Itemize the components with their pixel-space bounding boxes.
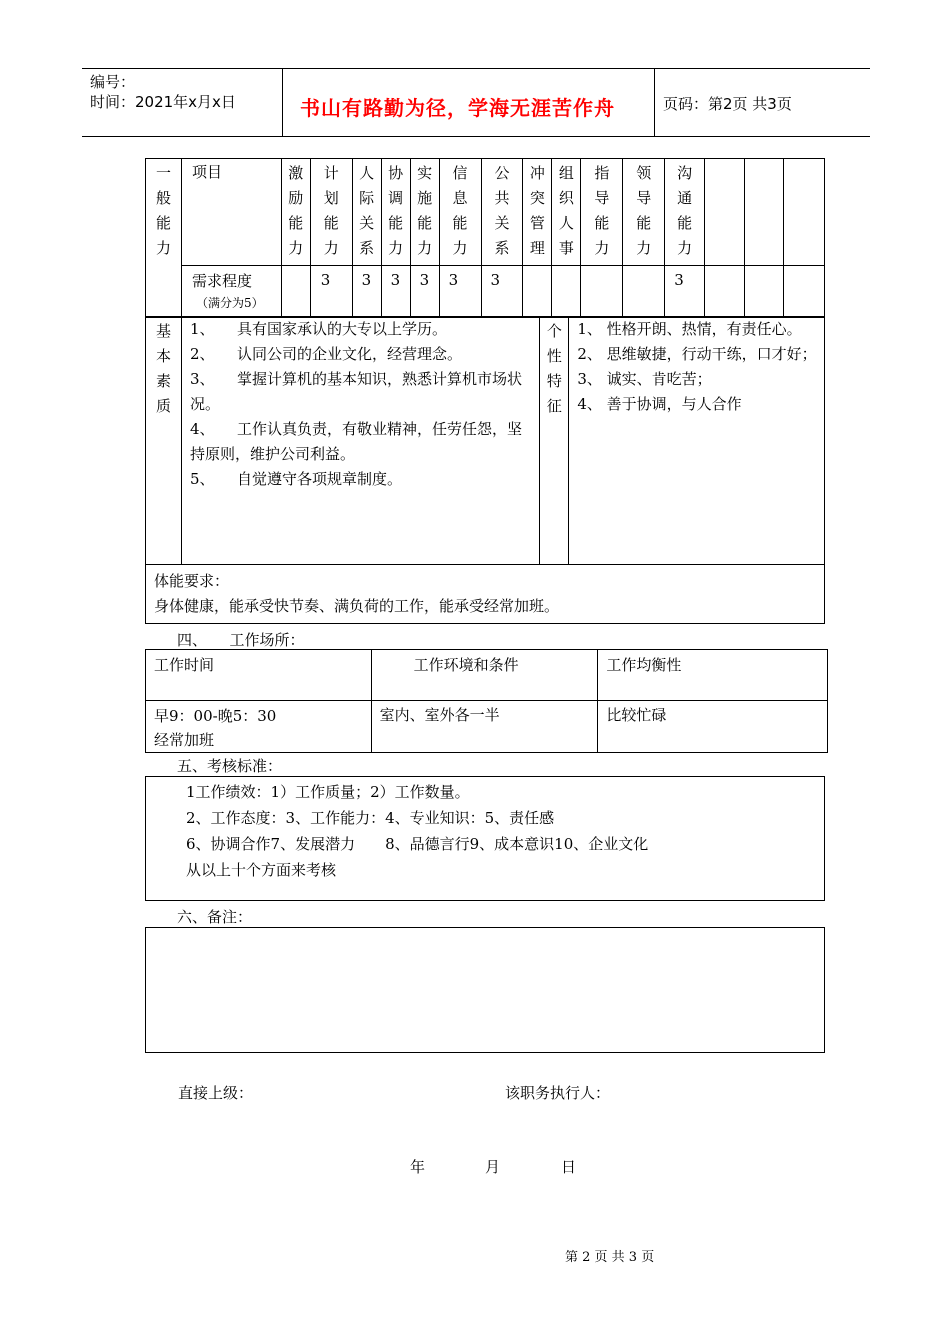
assessment-line: 1工作绩效：1）工作质量；2）工作数量。: [186, 783, 470, 801]
ability-col-11: 领 导 能 力: [623, 159, 665, 266]
workplace-balance: 比较忙碌: [598, 701, 828, 753]
ability-col-empty: [783, 159, 824, 266]
demand-label: 需求程度: [191, 272, 252, 290]
assessment-line: 6、协调合作7、发展潜力 8、品德言行9、成本意识10、企业文化: [186, 835, 649, 853]
physical-text: 身体健康，能承受快节奏、满负荷的工作，能承受经常加班。: [154, 597, 560, 615]
assessment-section-title: 五、考核标准：: [177, 757, 283, 775]
quality-table: [145, 316, 825, 624]
header-top-rule: [82, 68, 870, 69]
ability-col-empty: [705, 159, 745, 266]
quality-item: 4、 工作认真负责，有敬业精神，任劳任怨，坚持原则，维护公司利益。: [189, 420, 522, 463]
header-motto: 书山有路勤为径，学海无涯苦作舟: [300, 96, 615, 120]
workplace-environment: 室内、室外各一半: [371, 701, 598, 753]
ability-row-label: 一 般 能 力: [146, 159, 182, 318]
ability-col-10: 指 导 能 力: [581, 159, 623, 266]
assessment-content: [146, 777, 825, 901]
workplace-header-balance: 工作均衡性: [598, 650, 828, 701]
ability-col-5: 实 施 能 力: [410, 159, 439, 266]
item-label: 项目: [181, 159, 281, 266]
workplace-time-line2: 经常加班: [154, 731, 215, 749]
remarks-box: [146, 928, 825, 1053]
quality-item: 1、 具有国家承认的大专以上学历。: [189, 320, 447, 338]
demand-value: [705, 266, 745, 318]
footer-page-number: 第 2 页 共 3 页: [565, 1250, 655, 1265]
demand-value: [745, 266, 784, 318]
ability-col-7: 公 共 关 系: [481, 159, 523, 266]
workplace-table: [145, 649, 828, 753]
ability-col-1: 激 励 能 力: [281, 159, 310, 266]
header-left: [90, 72, 236, 112]
quality-item: 5、 自觉遵守各项规章制度。: [189, 470, 402, 488]
workplace-time: [146, 701, 372, 753]
supervisor-label: 直接上级：: [178, 1084, 254, 1102]
ability-col-8: 冲 突 管 理: [523, 159, 552, 266]
ability-col-empty: [745, 159, 784, 266]
ability-col-6: 信 息 能 力: [439, 159, 481, 266]
executor-label: 该职务执行人：: [505, 1084, 611, 1102]
demand-value: [783, 266, 824, 318]
quality-list: [181, 317, 539, 565]
quality-item: 3、 掌握计算机的基本知识，熟悉计算机市场状况。: [189, 370, 522, 413]
trait-label: 个 性 特 征: [540, 317, 569, 565]
demand-value: 3: [481, 266, 523, 318]
assessment-table: [145, 776, 825, 901]
demand-value: [581, 266, 623, 318]
date-year: 年: [410, 1158, 426, 1176]
header-divider: [282, 68, 283, 136]
demand-value: 3: [410, 266, 439, 318]
demand-value: [523, 266, 552, 318]
ability-col-2: 计 划 能 力: [310, 159, 352, 266]
demand-value: 3: [439, 266, 481, 318]
document-date: 时间：2021年x月x日: [90, 93, 236, 111]
ability-col-3: 人 际 关 系: [352, 159, 381, 266]
demand-label-cell: [181, 266, 281, 318]
physical-title: 体能要求：: [154, 572, 230, 590]
header-divider: [654, 68, 655, 136]
ability-col-4: 协 调 能 力: [381, 159, 410, 266]
workplace-header-environment: 工作环境和条件: [371, 650, 598, 701]
trait-item: 4、 善于协调，与人合作: [577, 395, 742, 413]
demand-value: 3: [665, 266, 705, 318]
trait-item: 3、 诚实、肯吃苦；: [577, 370, 712, 388]
date-month: 月: [485, 1158, 501, 1176]
quality-item: 2、 认同公司的企业文化，经营理念。: [189, 345, 462, 363]
document-number-label: 编号：: [90, 73, 136, 91]
demand-value: [552, 266, 581, 318]
assessment-line: 从以上十个方面来考核: [186, 861, 337, 879]
workplace-header-time: 工作时间: [146, 650, 372, 701]
ability-col-12: 沟 通 能 力: [665, 159, 705, 266]
workplace-time-line1: 早9：00-晚5：30: [154, 707, 277, 725]
demand-value: 3: [381, 266, 410, 318]
quality-label: 基 本 素 质: [146, 317, 182, 565]
remarks-table: [145, 927, 825, 1053]
demand-value: 3: [310, 266, 352, 318]
remarks-section-title: 六、备注：: [177, 908, 253, 926]
ability-table: [145, 158, 825, 318]
demand-note: （满分为5）: [195, 296, 264, 310]
ability-col-9: 组 织 人 事: [552, 159, 581, 266]
demand-value: [623, 266, 665, 318]
header-bottom-rule: [82, 136, 870, 137]
demand-value: 3: [352, 266, 381, 318]
workplace-section-title: 四、 工作场所：: [177, 631, 305, 649]
trait-item: 1、 性格开朗、热情，有责任心。: [577, 320, 802, 338]
physical-requirement: [146, 565, 825, 624]
trait-list: [569, 317, 825, 565]
demand-value: [281, 266, 310, 318]
assessment-line: 2、工作态度：3、工作能力：4、专业知识：5、责任感: [186, 809, 555, 827]
trait-item: 2、 思维敏捷，行动干练，口才好；: [577, 345, 817, 363]
header-page-info: 页码：第2页 共3页: [663, 95, 792, 113]
date-day: 日: [561, 1158, 577, 1176]
